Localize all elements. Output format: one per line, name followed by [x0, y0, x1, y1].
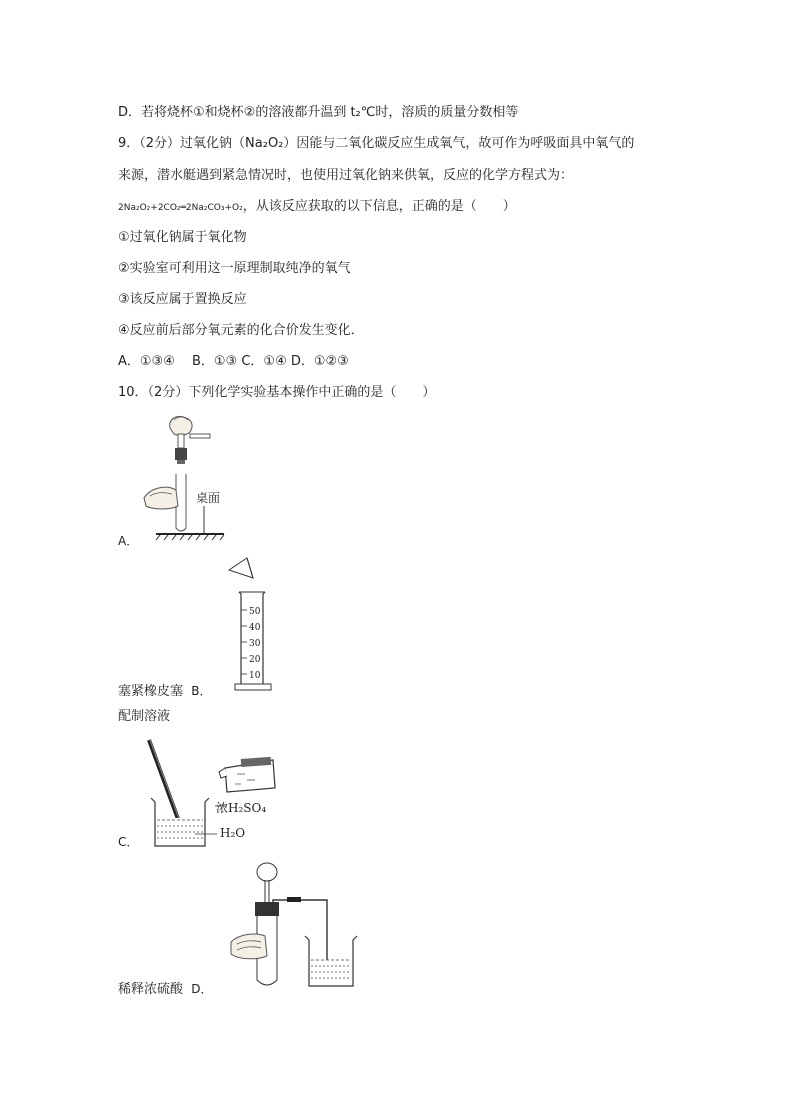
q9-statement-2: ②实验室可利用这一原理制取纯净的氧气 [118, 261, 351, 276]
option-b-scale-label: 10 [249, 671, 261, 681]
option-d-marker: D． [191, 982, 213, 996]
option-c-water-label: H₂O [220, 826, 246, 840]
option-a-caption-row [118, 682, 212, 701]
q9-stem-line3-rest: ，从该反应获取的以下信息，正确的是（ ） [242, 199, 516, 214]
option-b-scale-label: 50 [249, 607, 261, 617]
option-b-marker: B． [191, 684, 212, 698]
option-b-scale-label: 30 [249, 639, 261, 649]
option-c-acid-label: 浓H₂SO₄ [216, 801, 267, 815]
q9-stem-line3 [118, 198, 516, 217]
option-d-apparatus-figure [225, 860, 365, 990]
q9-stem-line2: 来源，潜水艇遇到紧急情况时，也使用过氧化钠来供氧，反应的化学方程式为： [118, 168, 574, 183]
q9-statement-1: ①过氧化钠属于氧化物 [118, 230, 247, 245]
option-a-caption: 塞紧橡皮塞 [118, 684, 184, 699]
option-b-scale-label: 20 [249, 655, 261, 665]
option-b-caption: 配制溶液 [118, 709, 171, 724]
q9-choices: A．①③④ B．①③ C．①④ D．①②③ [118, 354, 349, 369]
option-c-marker: C． [118, 835, 139, 849]
q9-equation: 2Na₂O₂+2CO₂═2Na₂CO₃+O₂ [118, 203, 243, 213]
option-a-table-label: 桌面 [196, 491, 221, 505]
q9-stem-line1: 9．（2分）过氧化钠（Na₂O₂）因能与二氧化碳反应生成氧气，故可作为呼吸面具中氧气的 [118, 136, 635, 151]
q9-statement-3: ③该反应属于置换反应 [118, 292, 247, 307]
option-b-cylinder-figure [225, 558, 285, 693]
q9-statement-4: ④反应前后部分氧元素的化合价发生变化． [118, 323, 364, 338]
option-a-marker: A． [118, 534, 139, 548]
q8-option-d: D．若将烧杯①和烧杯②的溶液都升温到 t₂℃时，溶质的质量分数相等 [118, 105, 519, 120]
option-c-caption-row [118, 980, 213, 999]
q10-stem: 10．（2分）下列化学实验基本操作中正确的是（ ） [118, 385, 436, 400]
option-b-scale-label: 40 [249, 623, 261, 633]
option-c-caption: 稀释浓硫酸 [118, 982, 184, 997]
option-a-stopper-figure [140, 410, 250, 545]
